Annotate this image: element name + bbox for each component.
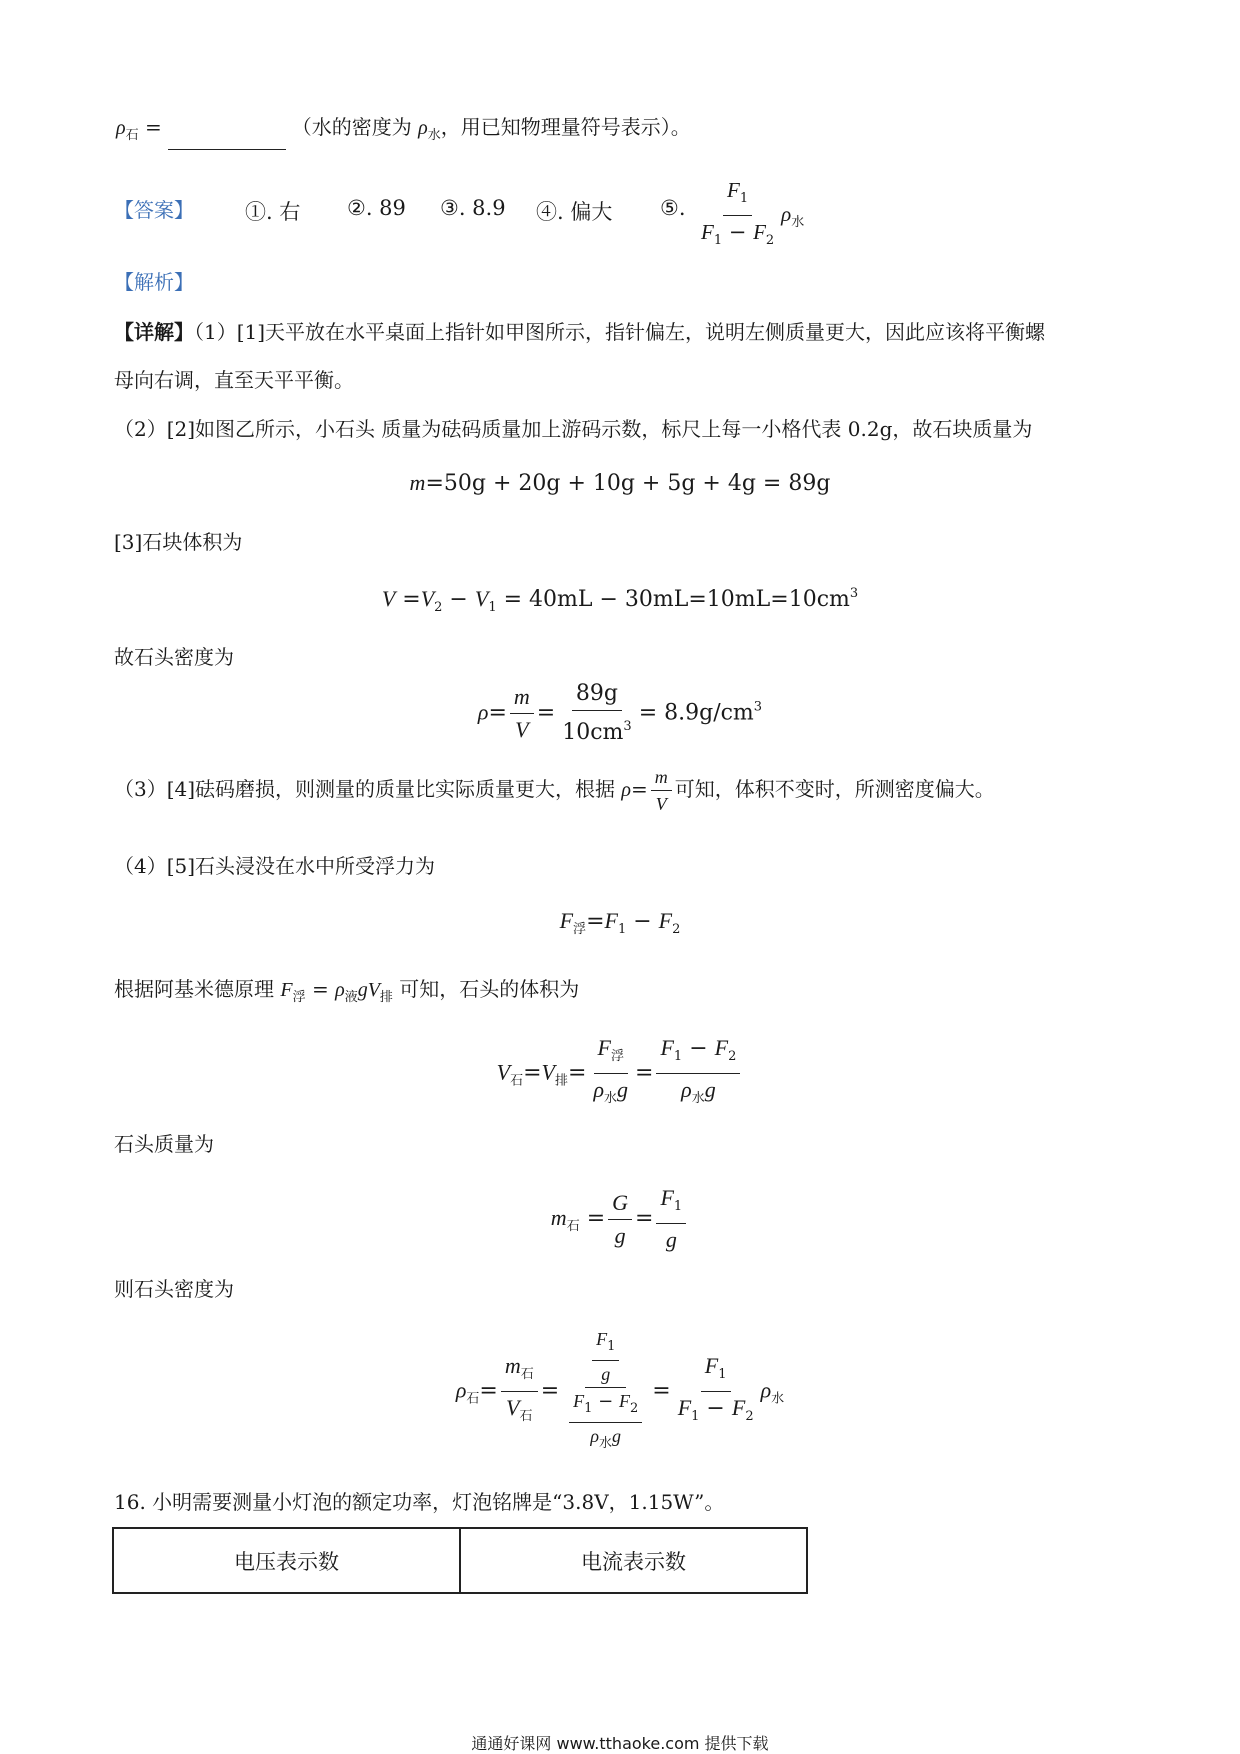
answer-item-5: ⑤. [660, 196, 686, 220]
detail-paragraph-3: （3）[4]砝码磨损，则测量的质量比实际质量更大，根据 ρ= $\frac{m}{V}$ 可知，体积不变时，所测密度偏大。 [114, 767, 995, 814]
answer-item-2: ②. 89 [347, 196, 406, 220]
detail-archimedes: 根据阿基米德原理 $F_浮 = \rho_液gV_排$ 可知，石头的体积为 [114, 977, 580, 1005]
equation-density: ρ= $\frac{m}{V}$ = $\frac{89g}{10cm^3}$ = $8.9g/cm^3$ [477, 681, 763, 745]
table-header-voltage: 电压表示数 [113, 1528, 460, 1593]
answer-blank [168, 129, 286, 150]
footer-watermark: 通通好课网 www.tthaoke.com 提供下载 [471, 1734, 769, 1753]
detail-paragraph-1-cont: 母向右调，直至天平平衡。 [114, 368, 354, 392]
detail-density-final-label: 则石头密度为 [114, 1277, 234, 1301]
equation-mass: m=50g + 20g + 10g + 5g + 4g = 89g [409, 470, 831, 496]
analysis-label: 【解析】 [114, 270, 194, 294]
detail-paragraph-1: 【详解】（1）[1]天平放在水平桌面上指针如甲图所示，指针偏左，说明左侧质量更大，因此应该将平衡螺 [114, 320, 1046, 344]
table-header-current: 电流表示数 [460, 1528, 807, 1593]
detail-paragraph-4: （4）[5]石头浸没在水中所受浮力为 [114, 854, 436, 878]
equation-stone-mass: $m_石$ = $\frac{G}{g}$ = $\frac{F_1}{g}$ [0, 1184, 1240, 1254]
table-row [113, 1528, 807, 1593]
density-question-line: $\rho_石$ = （水的密度为 $\rho_水$，用已知物理量符号表示）。 [116, 113, 691, 150]
equation-volume: $V =V_2 - V_1 = 40mL - 30mL=10mL=10cm^3$ [381, 586, 859, 615]
detail-density-label: 故石头密度为 [114, 645, 234, 669]
answer-label: 【答案】 [114, 198, 194, 222]
detail-mass-label: 石头质量为 [114, 1132, 214, 1156]
equation-stone-volume: $V_石=V_排=$ $\frac{F_浮}{\rho_水g}$ = $\frac{F_1 - F_2}{\rho_水g}$ [0, 1034, 1240, 1113]
equation-buoyancy: $F_浮=F_1 - F_2$ [559, 908, 681, 937]
detail-paragraph-2: （2）[2]如图乙所示，小石头 质量为砝码质量加上游码示数，标尺上每一小格代表 0.2g，故石块质量为 [114, 417, 1033, 441]
detail-volume-label: [3]石块体积为 [114, 530, 243, 554]
answer-5-formula: $\frac{F_1}{F_1 - F_2}$ $\rho_水$ [701, 178, 805, 248]
answer-item-1: ①. 右 [245, 200, 301, 224]
answer-item-4: ④. 偏大 [536, 200, 613, 224]
measurement-table [112, 1527, 808, 1594]
equation-stone-density: $\rho_石=$ $\frac{m_石}{V_石}$ = $\frac{\frac{F_1}{g}}{\frac{F_1 - F_2}{\rho_水g}}$ = $\frac{F_1}{F_1 - F_2}$ $\rho_水$ [455, 1329, 785, 1451]
question-16: 16. 小明需要测量小灯泡的额定功率，灯泡铭牌是“3.8V，1.15W”。 [114, 1490, 725, 1514]
answer-item-3: ③. 8.9 [440, 196, 506, 220]
